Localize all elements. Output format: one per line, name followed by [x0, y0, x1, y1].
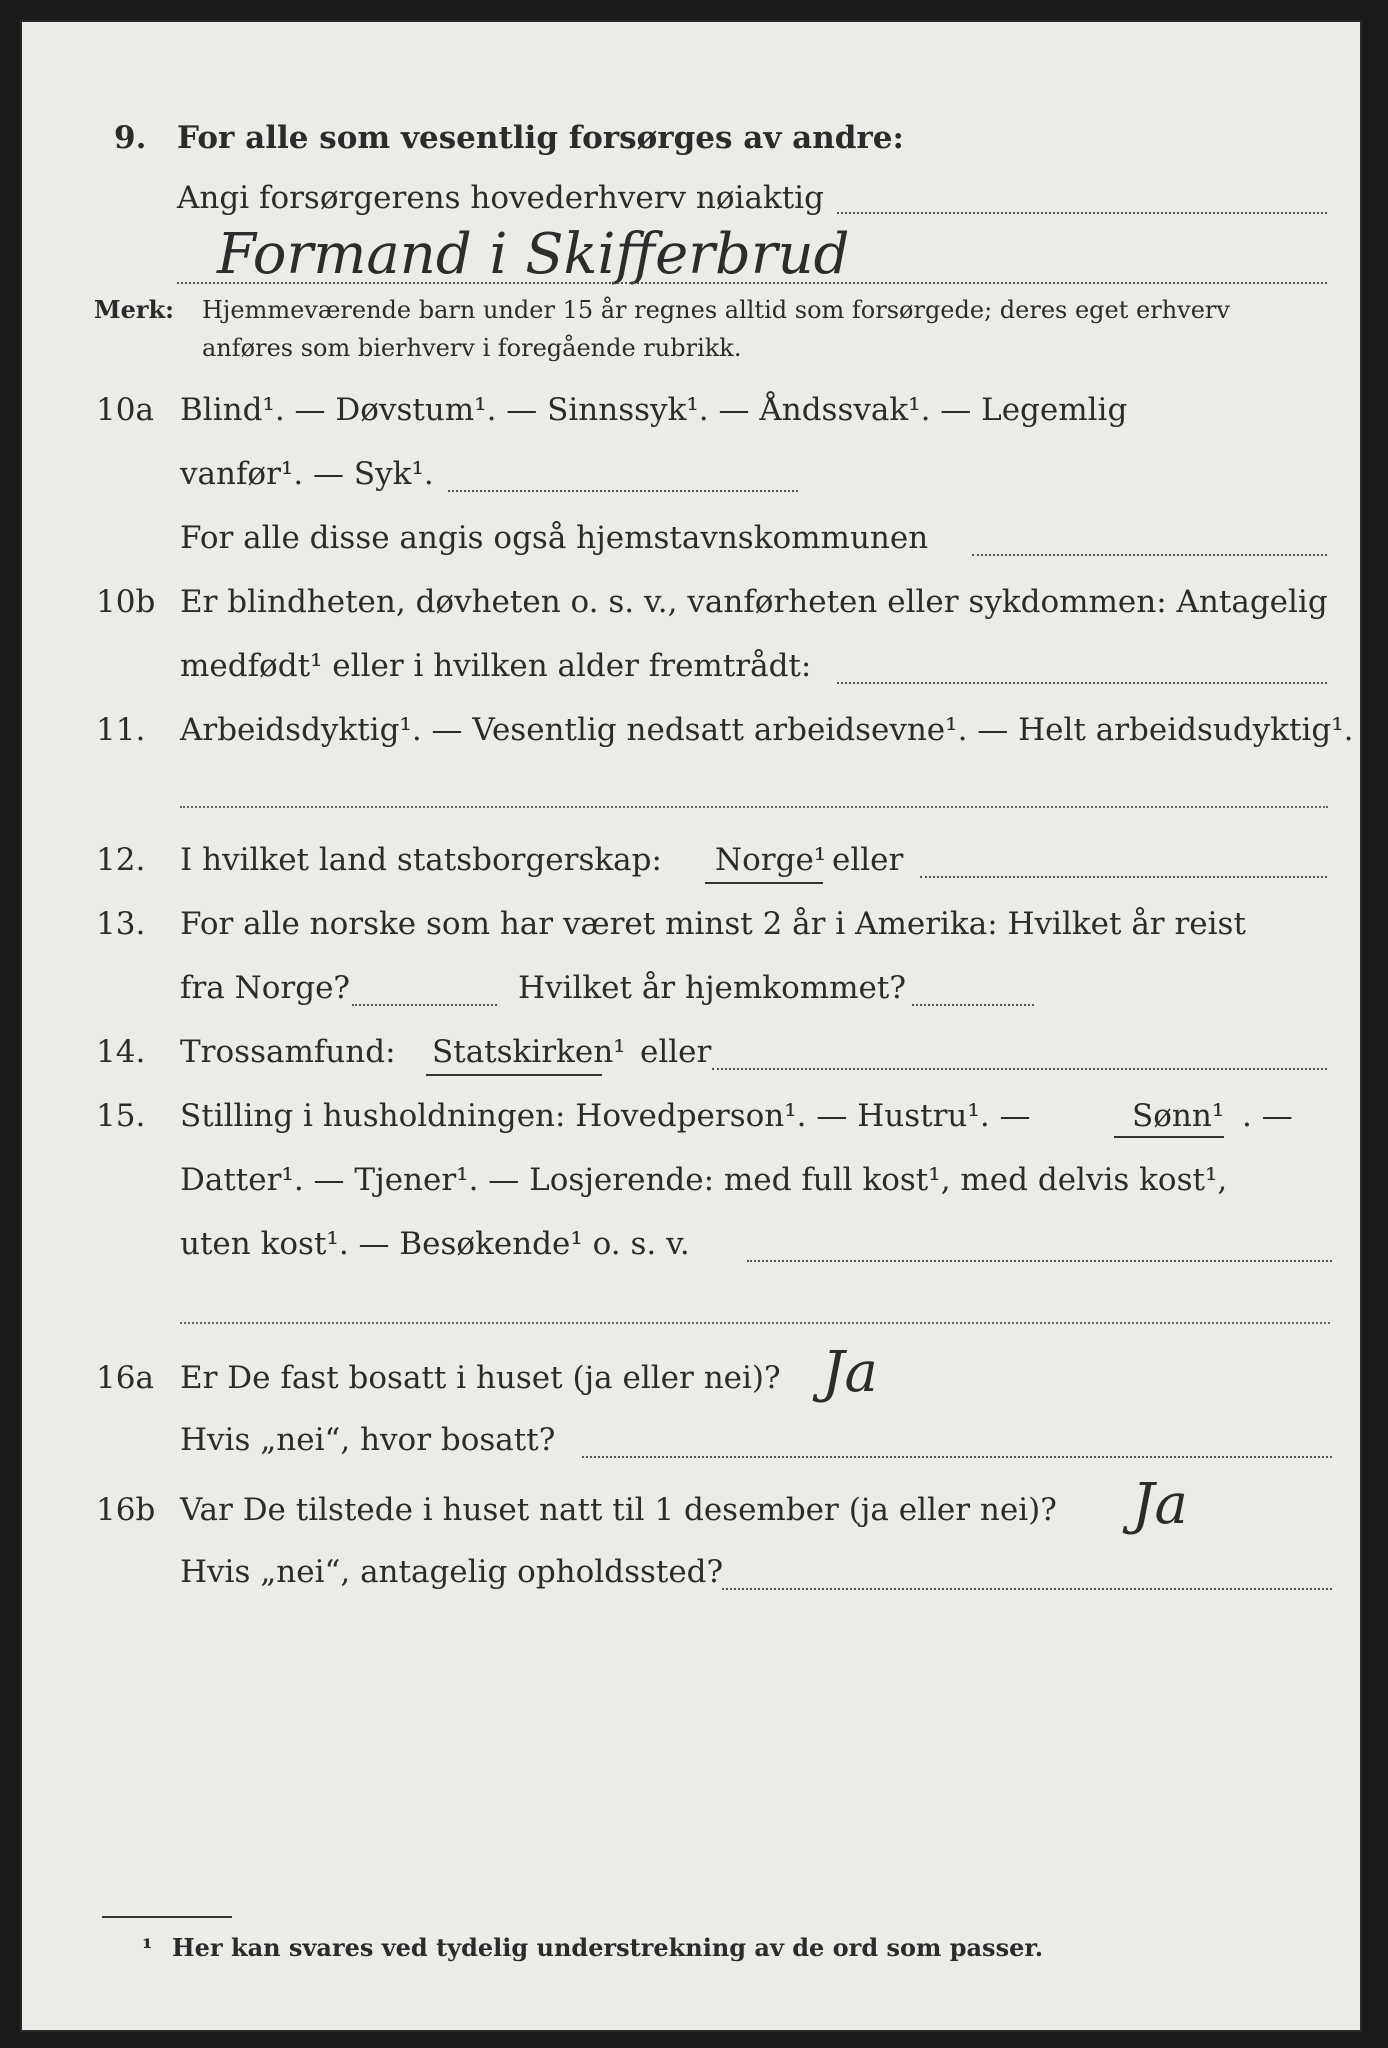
q16b-number: 16b — [96, 1492, 156, 1528]
merk-label: Merk: — [94, 295, 174, 324]
q10b-dotted-line — [837, 682, 1327, 684]
q16a-dotted-line — [582, 1456, 1332, 1458]
footnote-mark: ¹ — [142, 1933, 153, 1962]
q12-prefix: I hvilket land statsborgerskap: — [180, 842, 662, 878]
q9-dotted-line-1 — [837, 212, 1327, 214]
q14-suffix: eller — [640, 1034, 712, 1070]
q15-text-3: uten kost¹. — Besøkende¹ o. s. v. — [180, 1226, 690, 1262]
q9-handwritten-answer[interactable]: Formand i Skifferbrud — [217, 222, 850, 287]
q10a-text-1: Blind¹. — Døvstum¹. — Sinnssyk¹. — Åndssvak¹. — Legemlig — [180, 392, 1128, 428]
q16a-text-2: Hvis „nei“, hvor bosatt? — [180, 1422, 556, 1458]
q14-dotted-line — [712, 1068, 1327, 1070]
q13-text-2b: Hvilket år hjemkommet? — [518, 970, 906, 1006]
q14-statskirken-underline — [426, 1074, 602, 1076]
q15-dotted-line-1 — [747, 1260, 1332, 1262]
q16b-handwritten-answer[interactable]: Ja — [1132, 1472, 1188, 1537]
q15-text-1a: Stilling i husholdningen: Hovedperson¹. — Hustru¹. — — [180, 1098, 1031, 1134]
q14-number: 14. — [96, 1034, 146, 1070]
q14-option-statskirken[interactable]: Statskirken¹ — [432, 1034, 626, 1070]
q9-instruction: Angi forsørgerens hovederhverv nøiaktig — [177, 180, 824, 216]
q13-text-2a: fra Norge? — [180, 970, 351, 1006]
q13-dotted-line-1 — [352, 1004, 497, 1006]
q12-number: 12. — [96, 842, 146, 878]
q16a-number: 16a — [96, 1360, 154, 1396]
q10b-text-2: medfødt¹ eller i hvilken alder fremtrådt: — [180, 648, 812, 684]
q10a-dotted-line-2 — [972, 554, 1327, 556]
q16a-handwritten-answer[interactable]: Ja — [822, 1340, 878, 1405]
q13-dotted-line-2 — [912, 1004, 1034, 1006]
merk-text-2: anføres som bierhverv i foregående rubrikk. — [202, 334, 742, 362]
q13-number: 13. — [96, 906, 146, 942]
q12-norge-underline — [705, 882, 823, 884]
q10b-text-1: Er blindheten, døvheten o. s. v., vanførheten eller sykdommen: Antagelig — [180, 584, 1328, 620]
q11-dotted-line — [180, 806, 1328, 808]
q11-number: 11. — [96, 712, 146, 748]
q16b-dotted-line — [722, 1588, 1332, 1590]
q10b-number: 10b — [96, 584, 156, 620]
q10a-dotted-line-1 — [448, 490, 798, 492]
census-form-page — [22, 22, 1360, 2030]
q12-suffix: eller — [832, 842, 904, 878]
q12-option-norge[interactable]: Norge¹ — [715, 842, 827, 878]
q13-text-1: For alle norske som har været minst 2 år i Amerika: Hvilket år reist — [180, 906, 1246, 942]
q12-dotted-line — [920, 876, 1327, 878]
q9-number: 9. — [114, 120, 147, 156]
q16a-text-1: Er De fast bosatt i huset (ja eller nei)? — [180, 1360, 781, 1396]
q15-text-1c: . — — [1242, 1098, 1293, 1134]
q11-text-1: Arbeidsdyktig¹. — Vesentlig nedsatt arbeidsevne¹. — Helt arbeidsudyktig¹. — [180, 712, 1354, 748]
q10a-text-3: For alle disse angis også hjemstavnskommunen — [180, 520, 929, 556]
q9-heading: For alle som vesentlig forsørges av andre: — [177, 120, 904, 156]
q16b-text-1: Var De tilstede i huset natt til 1 desember (ja eller nei)? — [180, 1492, 1057, 1528]
footnote-text: Her kan svares ved tydelig understrekning av de ord som passer. — [172, 1933, 1044, 1962]
q10a-number: 10a — [96, 392, 154, 428]
q15-sonn-underline — [1114, 1136, 1224, 1138]
q15-text-2: Datter¹. — Tjener¹. — Losjerende: med full kost¹, med delvis kost¹, — [180, 1162, 1228, 1198]
q15-dotted-line-2 — [180, 1322, 1330, 1324]
q16b-text-2: Hvis „nei“, antagelig opholdssted? — [180, 1554, 724, 1590]
q10a-text-2: vanfør¹. — Syk¹. — [180, 456, 434, 492]
q14-prefix: Trossamfund: — [180, 1034, 396, 1070]
merk-text-1: Hjemmeværende barn under 15 år regnes alltid som forsørgede; deres eget erhverv — [202, 296, 1230, 324]
q15-number: 15. — [96, 1098, 146, 1134]
q15-option-sonn[interactable]: Sønn¹ — [1132, 1098, 1225, 1134]
footnote-rule — [102, 1916, 232, 1918]
q9-dotted-line-2 — [177, 282, 1327, 284]
